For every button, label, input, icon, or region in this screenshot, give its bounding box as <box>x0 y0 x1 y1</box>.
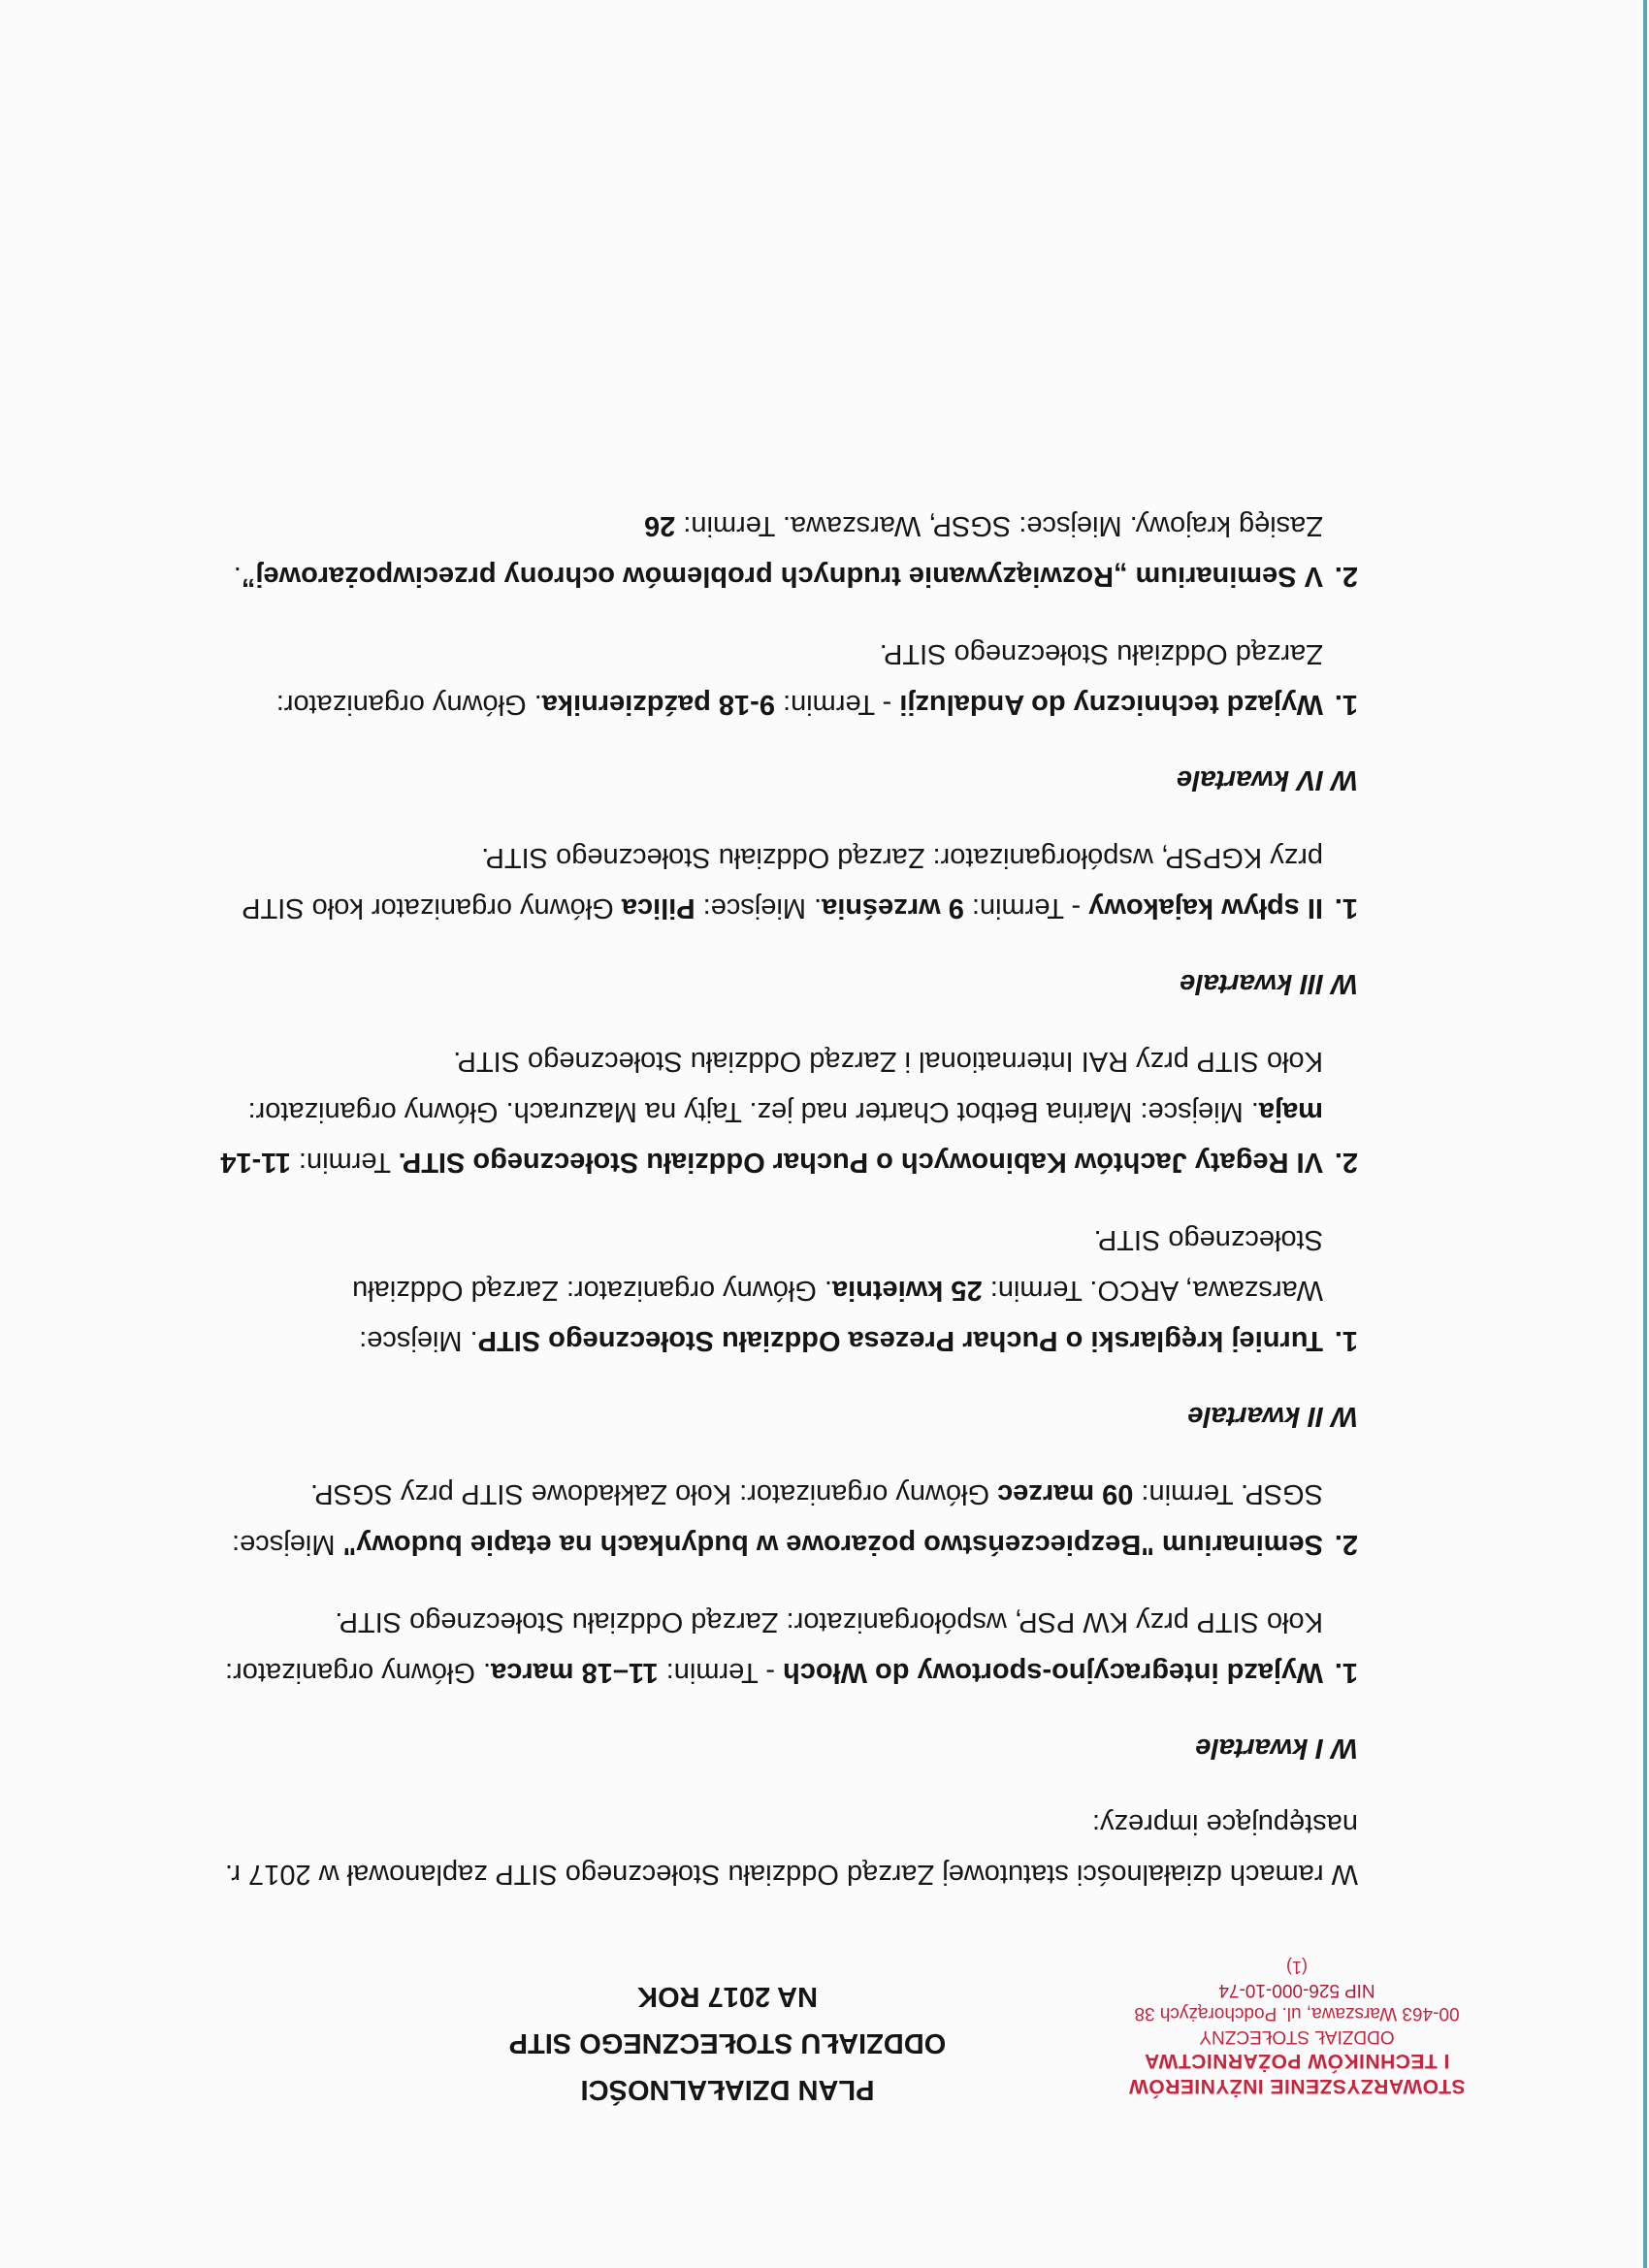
item-text <box>213 1469 1323 1570</box>
item-number: 2. <box>1334 1529 1358 1560</box>
event-details: . Miejsce: Marina Betbot Charter nad jez. Tajty na Mazurach. Główny organizator: Koło SITP przy RAI International i Zarząd Oddziału Stołecznego SITP. <box>247 1046 1323 1127</box>
item-text <box>213 501 1323 601</box>
event-details: Główny organizator koło SITP przy KGPSP, współorganizator: Zarząd Oddziału Stołecznego SITP. <box>242 842 1323 923</box>
event-text: . Zasięg krajowy. Miejsce: SGSP, Warszawa. Termin: <box>233 510 1323 592</box>
event-title: Wyjazd techniczny do Andaluzji <box>899 689 1323 720</box>
event-title: VI Regaty Jachtów Kabinowych o Puchar Oddziału Stołecznego SITP. <box>398 1147 1323 1178</box>
list-item <box>213 1215 1358 1366</box>
list-item <box>213 1469 1358 1570</box>
title-line-1: PLAN DZIAŁALNOŚCI <box>580 2074 875 2105</box>
event-date: 09 marzec <box>997 1478 1134 1509</box>
event-place: Pilica <box>621 892 695 923</box>
event-text: . Miejsce: Warszawa, ARCO. Termin: <box>359 1275 1323 1356</box>
list-item <box>213 1036 1358 1187</box>
event-text: Miejsce: SGSP. Termin: <box>232 1478 1323 1560</box>
event-date: 9 września <box>822 892 964 923</box>
event-details: . Główny organizator: Zarząd Oddziału Stołecznego SITP. <box>275 638 1323 720</box>
item-text <box>213 629 1323 729</box>
quarter-4-heading: W IV kwartale <box>1177 764 1358 795</box>
event-text: - Termin: <box>658 1657 784 1688</box>
stamp-nip: NIP 526-000-10-74 <box>1218 1980 1375 2000</box>
event-date: 25 kwietnia <box>831 1275 983 1306</box>
quarter-1-heading: W I kwartale <box>1195 1733 1358 1764</box>
event-title: Turniej kręglarski o Puchar Prezesa Oddziału Stołecznego SITP <box>477 1325 1323 1356</box>
event-details: Główny organizator: Koło Zakładowe SITP przy SGSP. <box>309 1478 998 1509</box>
event-title: II spływ kajakowy <box>1088 892 1323 923</box>
event-title: Wyjazd integracyjno-sportowy do Włoch <box>783 1657 1323 1688</box>
event-text: - Termin: <box>963 892 1089 923</box>
item-number: 2. <box>1334 1147 1358 1178</box>
item-number: 1. <box>1334 892 1358 923</box>
title-line-2: ODDZIAŁU STOŁECZNEGO SITP <box>508 2027 947 2058</box>
title-line-3: NA 2017 ROK <box>637 1981 818 2012</box>
event-date: 11-14 maja <box>220 1096 1323 1178</box>
event-details: . Główny organizator: Koło SITP przy KW PSP, współorganizator: Zarząd Oddziału Stołecznego SITP. <box>225 1606 1323 1688</box>
quarter-2-heading: W II kwartale <box>1187 1401 1358 1432</box>
event-date: 11–18 marca <box>491 1657 659 1688</box>
item-number: 2. <box>1334 561 1358 592</box>
event-title: V Seminarium „Rozwiązywanie trudnych problemów ochrony przeciwpożarowej” <box>241 561 1323 592</box>
event-text: - Termin: <box>774 689 900 720</box>
list-item <box>213 832 1358 933</box>
event-text-2: . Miejsce: <box>695 892 823 923</box>
event-text: Termin: <box>290 1147 399 1178</box>
event-date: 9-18 października <box>541 689 775 720</box>
event-date: 26 <box>643 510 676 541</box>
stamp-address: 00-463 Warszawa, ul. Podchorążych 38 <box>1134 2003 1460 2024</box>
list-item <box>213 629 1358 729</box>
organization-stamp <box>1093 1957 1501 2098</box>
event-details: . Główny organizator: Zarząd Oddziału Stołecznego SITP. <box>352 1224 1323 1306</box>
item-number: 1. <box>1334 1657 1358 1688</box>
list-item <box>213 1597 1358 1698</box>
stamp-branch: ODDZIAŁ STOŁECZNY <box>1199 2026 1395 2047</box>
item-text <box>213 1036 1323 1187</box>
quarter-3-heading: W III kwartale <box>1180 968 1358 999</box>
item-number: 1. <box>1334 1325 1358 1356</box>
intro-paragraph: W ramach działalności statutowej Zarząd Oddziału Stołecznego SITP zaplanował w 2017 r. następujące imprezy: <box>224 1808 1358 1890</box>
event-title: Seminarium "Bezpieczeństwo pożarowe w budynkach na etapie budowy" <box>342 1529 1323 1560</box>
item-text <box>213 1597 1323 1698</box>
stamp-org-line1: STOWARZYSZENIE INŻYNIERÓW <box>1128 2075 1466 2097</box>
stamp-org-line2: I TECHNIKÓW POŻARNICTWA <box>1144 2050 1450 2072</box>
stamp-number: (1) <box>1286 1958 1308 1977</box>
item-text <box>213 832 1323 933</box>
document-body <box>213 473 1358 1899</box>
document-title <box>407 1973 1048 2113</box>
item-number: 1. <box>1334 689 1358 720</box>
list-item <box>213 501 1358 601</box>
item-text <box>213 1215 1323 1366</box>
